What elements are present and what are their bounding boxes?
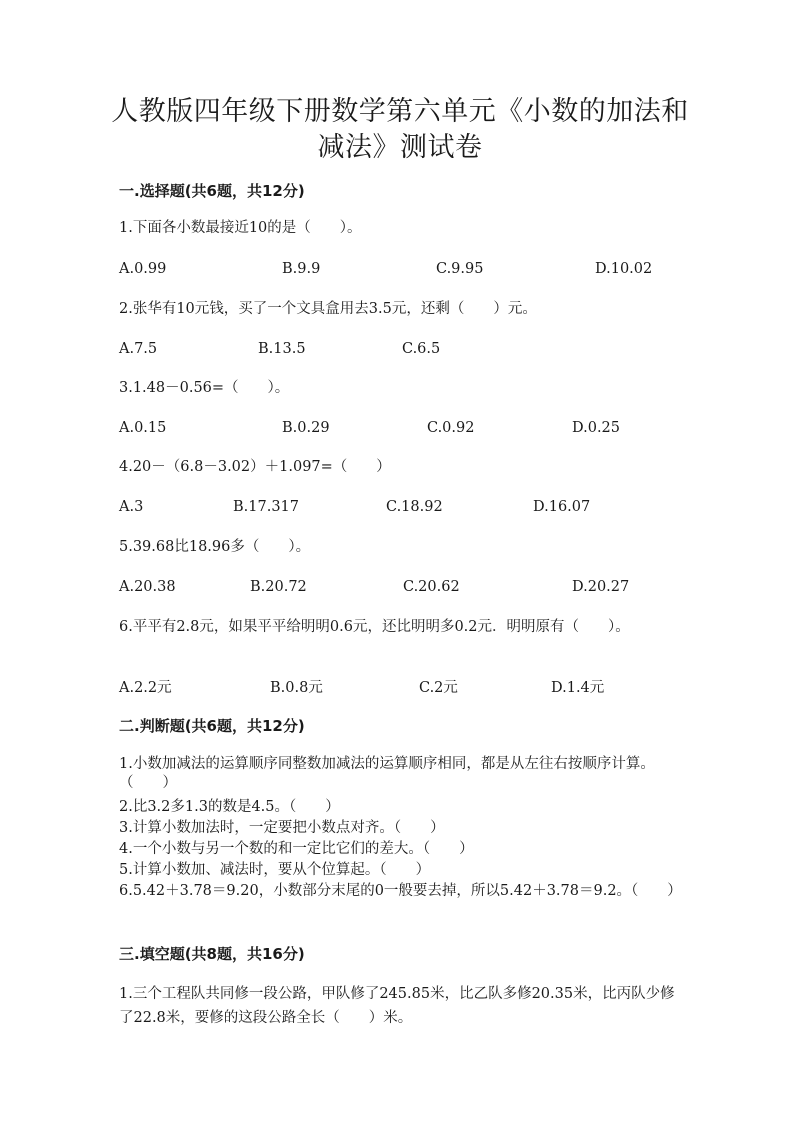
- judgement-item: 3.计算小数加法时，一定要把小数点对齐。（ ）: [119, 820, 445, 836]
- option-b: B.0.8元: [270, 680, 323, 696]
- option-d: D.10.02: [595, 261, 653, 277]
- option-d: D.16.07: [533, 499, 591, 515]
- option-d: D.0.25: [572, 420, 621, 436]
- option-a: A.20.38: [119, 579, 176, 595]
- judgement-item: 6.5.42＋3.78＝9.20，小数部分末尾的0一般要去掉，所以5.42＋3.78＝9.2。（ ）: [119, 883, 682, 899]
- option-c: C.0.92: [427, 420, 475, 436]
- option-a: A.2.2元: [119, 680, 172, 696]
- option-c: C.20.62: [403, 579, 460, 595]
- section-heading-choice: 一.选择题(共6题，共12分): [119, 182, 305, 200]
- judgement-item: 1.小数加减法的运算顺序同整数加减法的运算顺序相同，都是从左往右按顺序计算。（ ）: [119, 756, 655, 791]
- question-text: 5.39.68比18.96多（ ）。: [119, 539, 311, 555]
- option-b: B.17.317: [233, 499, 300, 515]
- option-c: C.2元: [419, 680, 458, 696]
- option-a: A.7.5: [119, 341, 158, 357]
- option-c: C.9.95: [436, 261, 484, 277]
- question-text: 3.1.48－0.56=（ ）。: [119, 380, 290, 396]
- option-b: B.0.29: [282, 420, 330, 436]
- option-d: D.20.27: [572, 579, 630, 595]
- judgement-item: 2.比3.2多1.3的数是4.5。（ ）: [119, 799, 340, 815]
- option-a: A.0.15: [119, 420, 167, 436]
- option-b: B.20.72: [250, 579, 307, 595]
- section-heading-judgement: 二.判断题(共6题，共12分): [119, 717, 305, 735]
- option-a: A.3: [119, 499, 144, 515]
- option-b: B.13.5: [258, 341, 306, 357]
- question-text: 2.张华有10元钱，买了一个文具盒用去3.5元，还剩（ ）元。: [119, 301, 537, 317]
- fill-blank-item: 1.三个工程队共同修一段公路，甲队修了245.85米，比乙队多修20.35米，比丙队少修了22.8米，要修的这段公路全长（ ）米。: [119, 986, 675, 1026]
- page-title: 人教版四年级下册数学第六单元《小数的加法和减法》测试卷: [111, 96, 689, 163]
- judgement-item: 4.一个小数与另一个数的和一定比它们的差大。（ ）: [119, 841, 474, 857]
- option-d: D.1.4元: [551, 680, 605, 696]
- question-text: 6.平平有2.8元，如果平平给明明0.6元，还比明明多0.2元．明明原有（ ）。: [119, 619, 630, 635]
- question-text: 4.20－（6.8－3.02）＋1.097=（ ）: [119, 459, 391, 475]
- option-b: B.9.9: [282, 261, 321, 277]
- option-c: C.18.92: [386, 499, 443, 515]
- judgement-item: 5.计算小数加、减法时，要从个位算起。（ ）: [119, 862, 431, 878]
- option-c: C.6.5: [402, 341, 441, 357]
- option-a: A.0.99: [119, 261, 167, 277]
- section-heading-fill-blank: 三.填空题(共8题，共16分): [119, 945, 305, 963]
- question-text: 1.下面各小数最接近10的是（ ）。: [119, 220, 362, 236]
